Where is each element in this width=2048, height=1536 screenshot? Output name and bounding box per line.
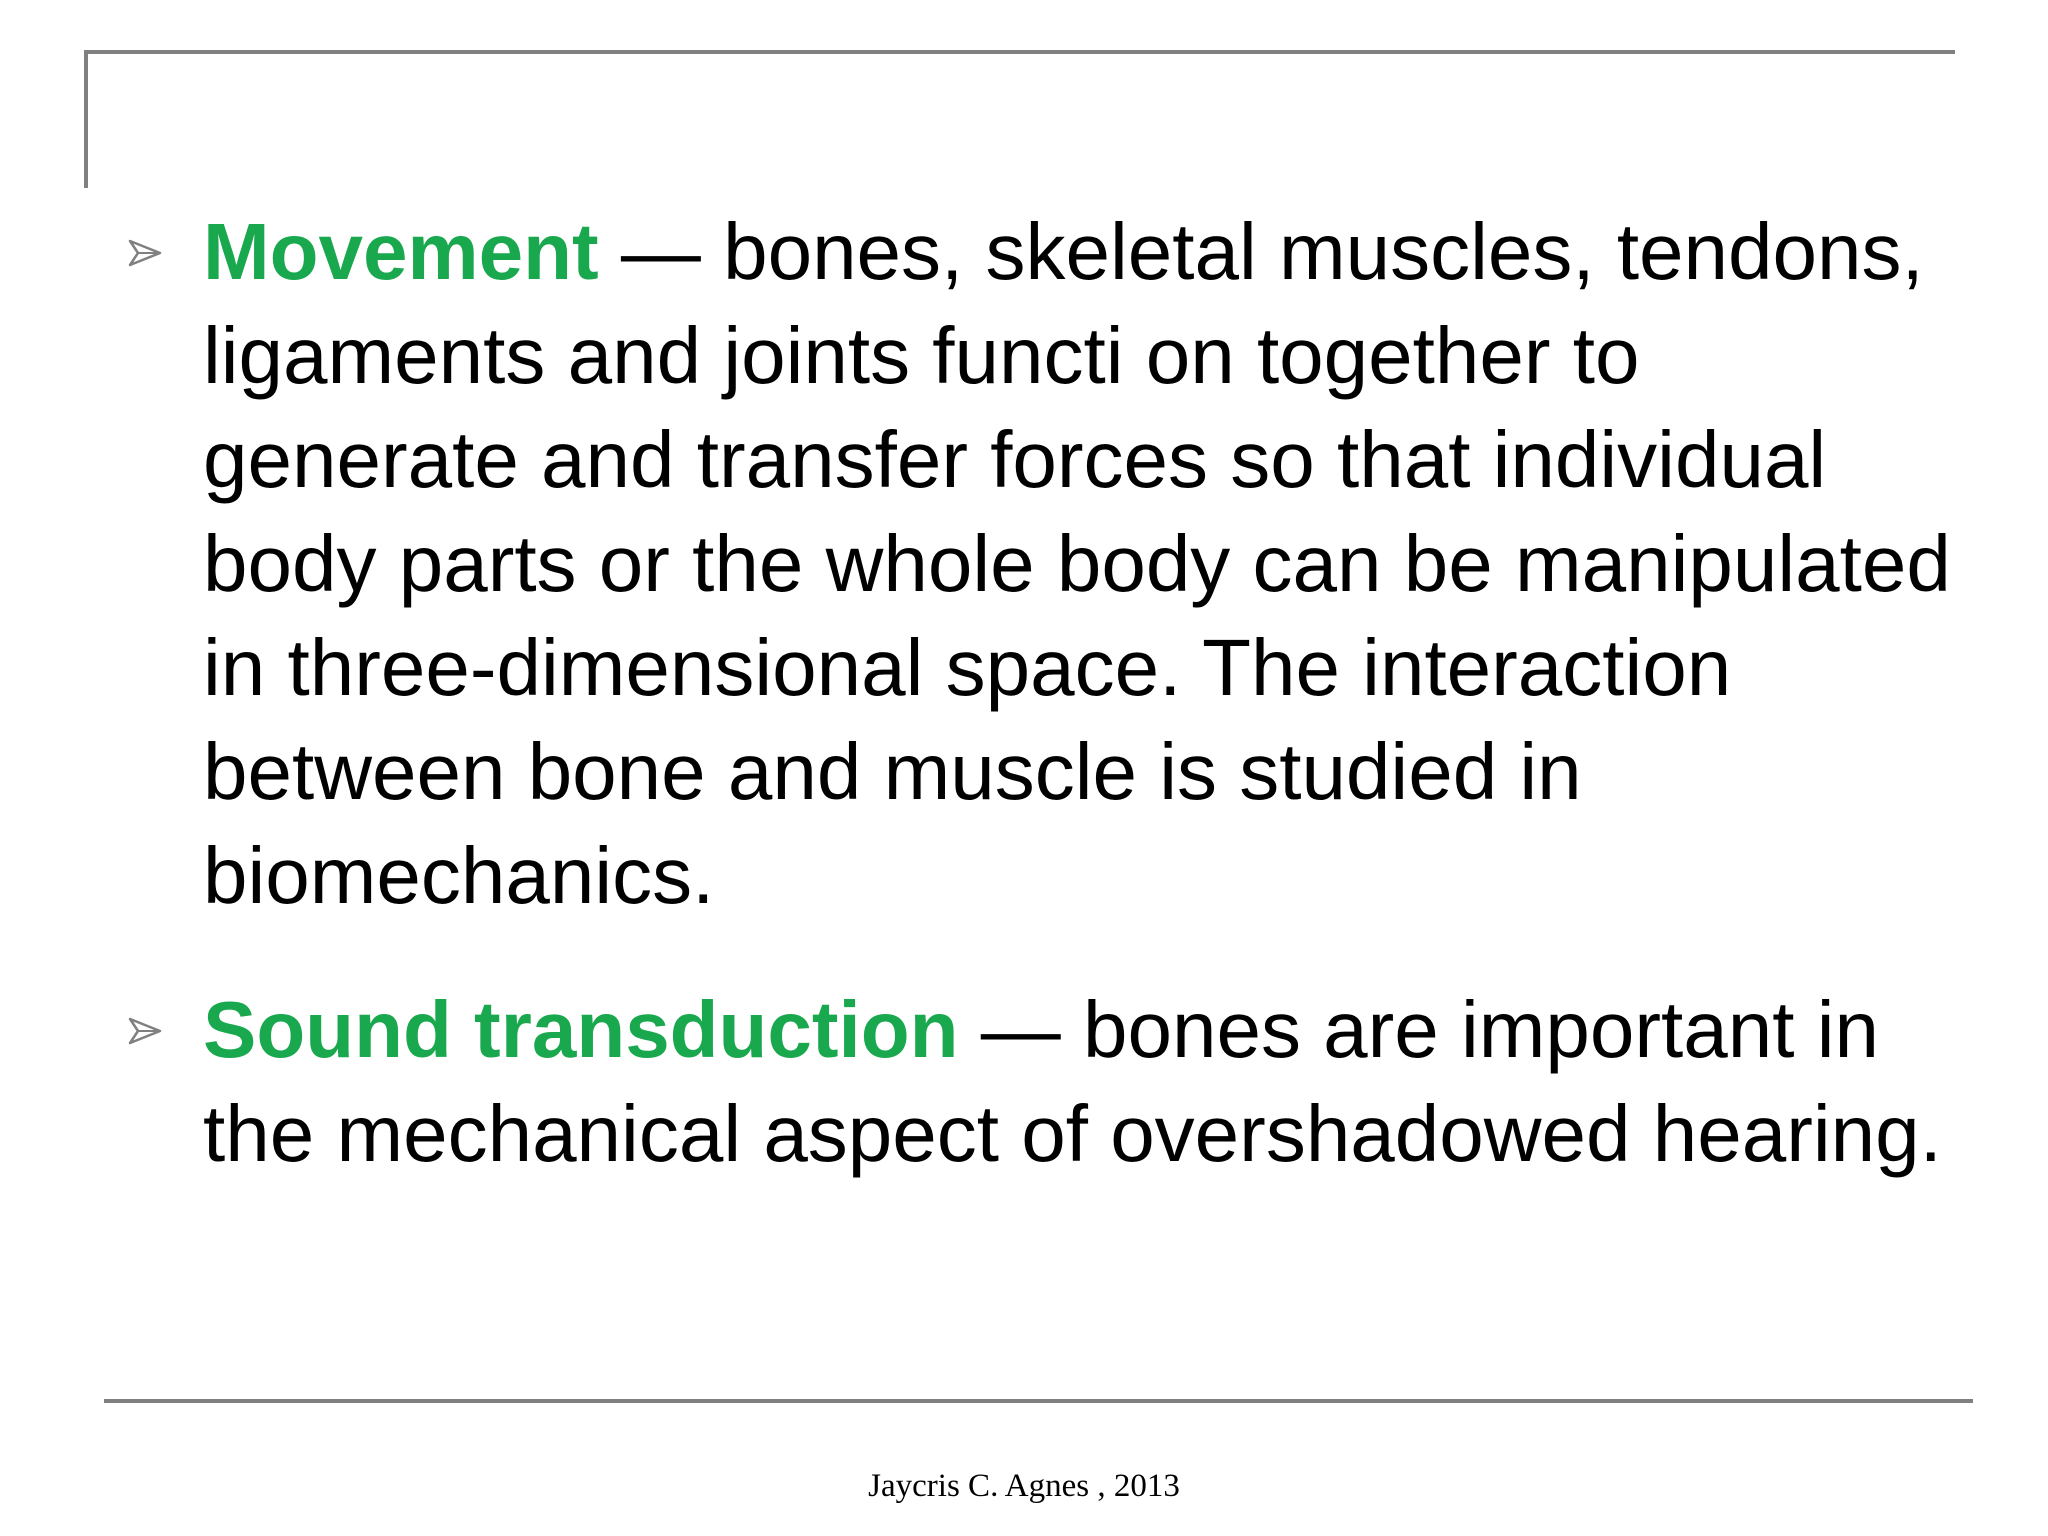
bullet-sound-transduction bbox=[128, 978, 1958, 1186]
arrow-bullet-icon bbox=[128, 238, 162, 268]
top-frame-line bbox=[84, 50, 1955, 54]
arrow-bullet-icon bbox=[128, 1016, 162, 1046]
footer-author: Jaycris C. Agnes , 2013 bbox=[868, 1468, 1180, 1504]
bullet-description: — bones, skeletal muscles, tendons, ligaments and joints functi on together to generate and transfer forces so that individual body parts or the whole body can be manipulated in three-dimensional space. The interaction between bone and muscle is studied in biomechanics. bbox=[203, 207, 1951, 920]
footer-divider bbox=[104, 1399, 1973, 1403]
bullet-list bbox=[128, 200, 1958, 1186]
bullet-movement bbox=[128, 200, 1958, 928]
bullet-term: Movement bbox=[203, 207, 599, 296]
bullet-description: — bones are important in the mechanical aspect of overshadowed hearing. bbox=[203, 985, 1942, 1178]
left-frame-line bbox=[84, 50, 88, 188]
bullet-term: Sound transduction bbox=[203, 985, 959, 1074]
